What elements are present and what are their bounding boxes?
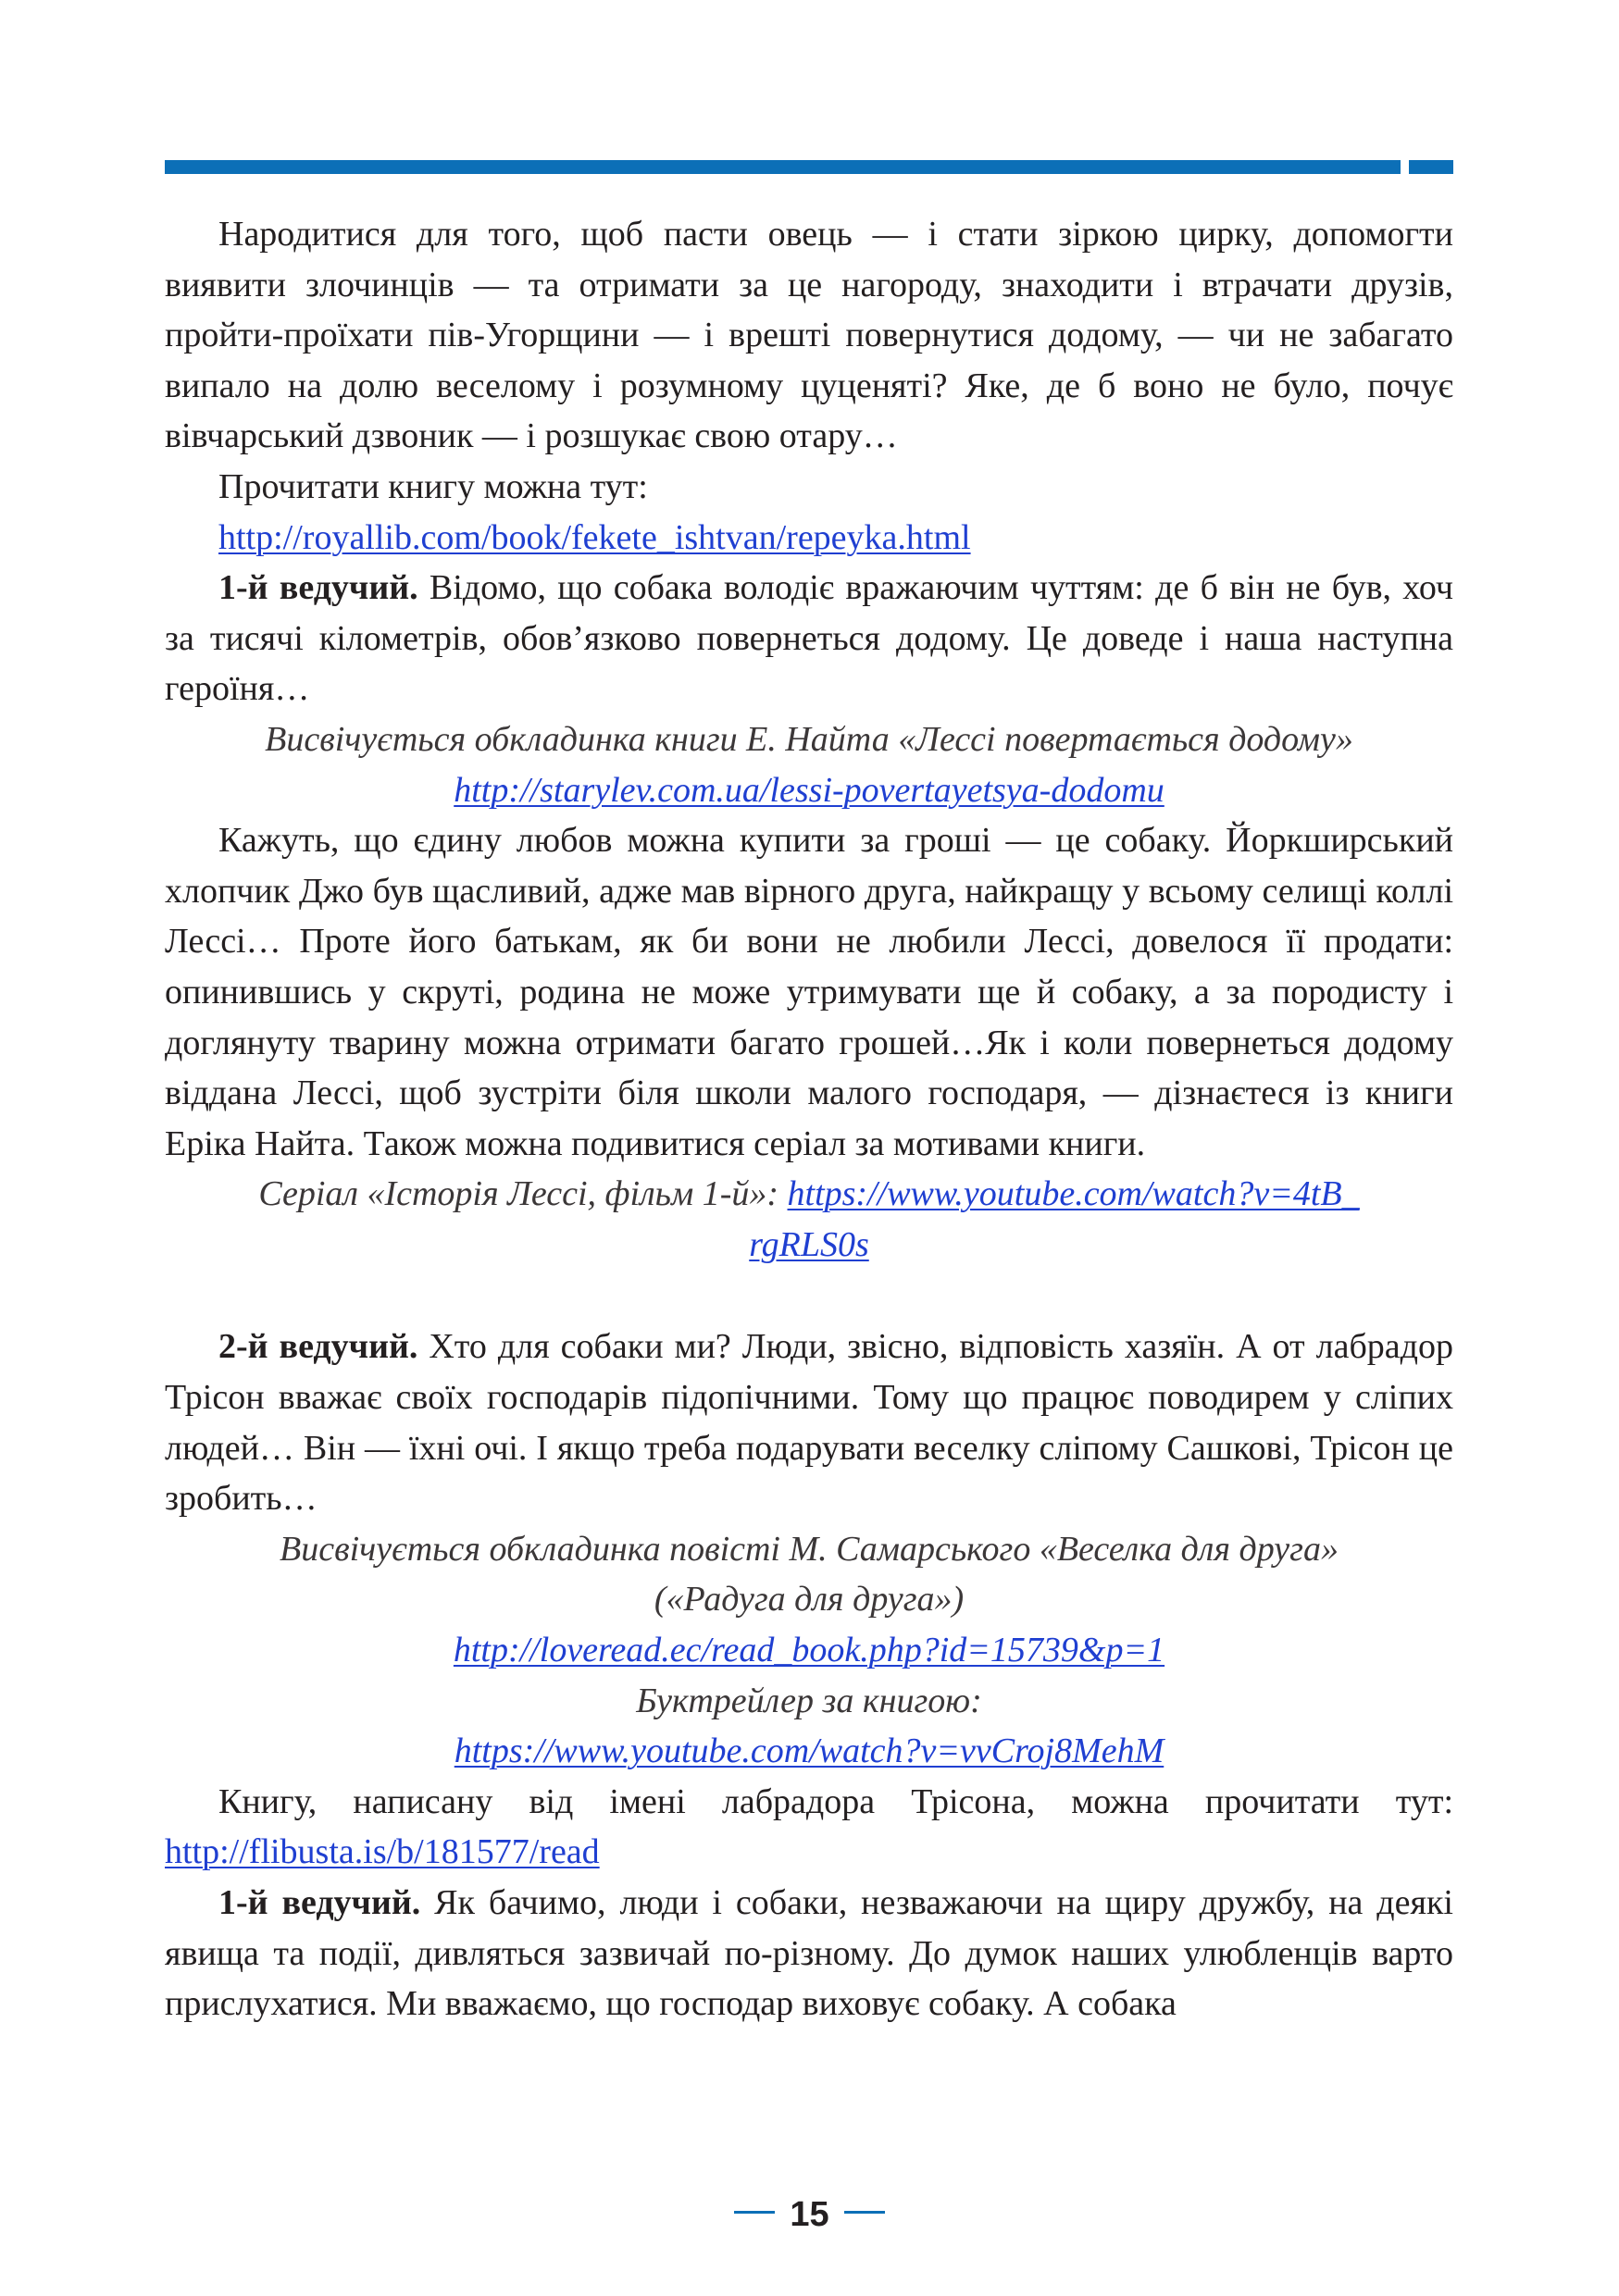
- paragraph-flibusta: [165, 1777, 1453, 1878]
- read-here-label: Прочитати книгу можна тут:: [218, 466, 648, 506]
- paragraph-intro: Народитися для того, щоб пасти овець — і стати зіркою цирку, допомогти виявити злочинців — та отримати за це нагороду, знаходити і втрачати друзів, пройти-проїхати пів-Угорщини — і врешті повернутися додому, — чи не забагато випало на долю веселому і розумному цуценяті? Яке, де б воно не було, почує вівчарський дзвоник — і розшукає свою отару…: [165, 215, 1453, 456]
- loveread-link[interactable]: http://loveread.ec/read_book.php?id=15739&p=1: [453, 1631, 1165, 1670]
- caption-lassie-link-line: [165, 765, 1453, 816]
- caption-lassie-cover: Висвічується обкладинка книги Е. Найта «Лессі повертається додому»: [265, 719, 1353, 759]
- youtube-series-link[interactable]: https://www.youtube.com/watch?v=4tB_: [787, 1174, 1360, 1214]
- footer-dash-right: [844, 2211, 885, 2214]
- caption-booktrailer-link-line: [165, 1726, 1453, 1777]
- read-here-link-line: [165, 513, 1453, 564]
- paragraph-lassie: Кажуть, що єдину любов можна купити за гроші — це собаку. Йоркширський хлопчик Джо був щасливий, адже мав вірного друга, найкращу у всьому селищі коллі Лессі… Проте його батькам, як би вони не любили Лессі, довелося її продати: опинившись у скруті, родина не може утримувати ще й собаку, а за породисту і доглянуту тварину можна отримати багато грошей…Як і коли повернеться додому віддана Лессі, щоб зустріти біля школи малого господаря, — дізнаєтеся із книги Еріка Найта. Також можна подивитися серіал за мотивами книги.: [165, 821, 1453, 1163]
- section-gap: [165, 1270, 1453, 1322]
- starylev-link[interactable]: http://starylev.com.ua/lessi-povertayetsya-dodomu: [454, 770, 1164, 810]
- caption-series: [165, 1169, 1453, 1220]
- page-body: [165, 209, 1453, 2029]
- speaker-label: 1-й ведучий.: [218, 1883, 421, 1922]
- paragraph-host1-a: [165, 563, 1453, 714]
- page-number: 15: [790, 2195, 829, 2234]
- caption-series-text: Серіал «Історія Лессі, фільм 1-й»:: [258, 1174, 788, 1214]
- speaker-text: Хто для собаки ми? Люди, звісно, відповість хазяїн. А от лабрадор Трісон вважає своїх господарів підопічними. Тому що працює поводирем у сліпих людей… Він — їхні очі. І якщо треба подарувати веселку сліпому Сашкові, Трісон це зробить…: [165, 1327, 1453, 1519]
- page-footer: [0, 2195, 1619, 2235]
- header-rule-end: [1409, 160, 1453, 174]
- paragraph-host2: [165, 1322, 1453, 1523]
- speaker-text: Відомо, що собака володіє вражаючим чуттям: де б він не був, хоч за тисячі кілометрів, обов’язково повернеться додому. Це доведе і наша наступна героїня…: [165, 568, 1453, 709]
- flibusta-text: Книгу, написану від імені лабрадора Трісона, можна прочитати тут:: [218, 1781, 1453, 1821]
- paragraph-host1-b: [165, 1878, 1453, 2029]
- flibusta-link[interactable]: http://flibusta.is/b/181577/read: [165, 1832, 600, 1872]
- speaker-label: 2-й ведучий.: [218, 1327, 418, 1367]
- royallib-link[interactable]: http://royallib.com/book/fekete_ishtvan/repeyka.html: [218, 517, 971, 557]
- youtube-series-link-cont[interactable]: rgRLS0s: [749, 1224, 869, 1264]
- caption-rainbow-cover: Висвічується обкладинка повісті М. Самарського «Веселка для друга»: [280, 1529, 1339, 1569]
- youtube-booktrailer-link[interactable]: https://www.youtube.com/watch?v=vvCroj8MehM: [454, 1731, 1164, 1771]
- speaker-text: Як бачимо, люди і собаки, незважаючи на щиру дружбу, на деякі явища та події, дивляться зазвичай по-різному. До думок наших улюбленців варто прислухатися. Ми вважаємо, що господар виховує собаку. А собака: [165, 1883, 1453, 2024]
- caption-booktrailer: Буктрейлер за книгою:: [636, 1681, 982, 1720]
- caption-rainbow-link-line: [165, 1625, 1453, 1676]
- caption-rainbow-original: («Радуга для друга»): [654, 1580, 965, 1620]
- footer-dash-left: [734, 2211, 775, 2214]
- header-rule: [165, 160, 1401, 174]
- caption-series-link-cont: [165, 1220, 1453, 1271]
- speaker-label: 1-й ведучий.: [218, 568, 418, 608]
